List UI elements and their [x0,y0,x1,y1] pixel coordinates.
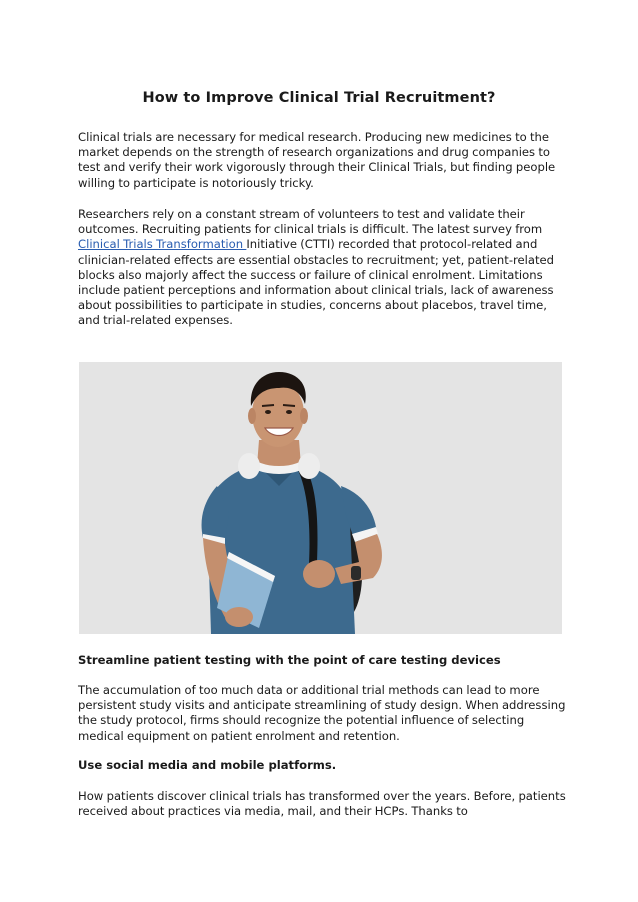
recruitment-paragraph [78,207,568,329]
recruitment-text-end: Initiative (CTTI) recorded that protocol-related and clinician-related effects are essential obstacles to recruitment; yet, patient-related blocks also majorly affect the success or failure of clinical enrolment. Limitations include patient perceptions and information about clinical trials, lack of awareness about possibilities to participate in studies, concerns about placebos, travel time, and trial-related expenses. [78,237,555,328]
section-heading-social-media: Use social media and mobile platforms. [78,758,337,772]
section-heading-point-of-care: Streamline patient testing with the point of care testing devices [78,653,501,667]
point-of-care-paragraph: The accumulation of too much data or additional trial methods can lead to more persistent study visits and anticipate streamlining of study design. When addressing the study protocol, firms should recognize the potential influence of selecting medical equipment on patient enrolment and retention. [78,683,566,743]
intro-paragraph: Clinical trials are necessary for medical research. Producing new medicines to the market depends on the strength of research organizations and drug companies to test and verify their work vigorously through their Clinical Trials, but finding people willing to participate is notoriously tricky. [78,130,556,190]
page-title: How to Improve Clinical Trial Recruitment? [142,90,496,106]
smiling-student-illustration [79,362,562,634]
recruitment-text-start: Researchers rely on a constant stream of volunteers to test and validate their outcomes. Recruiting patients for clinical trials is difficult. The latest survey from [78,207,543,237]
social-media-paragraph: How patients discover clinical trials has transformed over the years. Before, patients received about practices via media, mail, and their HCPs. Thanks to [78,789,566,819]
ctti-link[interactable]: Clinical Trials Transformation [78,237,247,252]
student-photo [79,362,562,634]
